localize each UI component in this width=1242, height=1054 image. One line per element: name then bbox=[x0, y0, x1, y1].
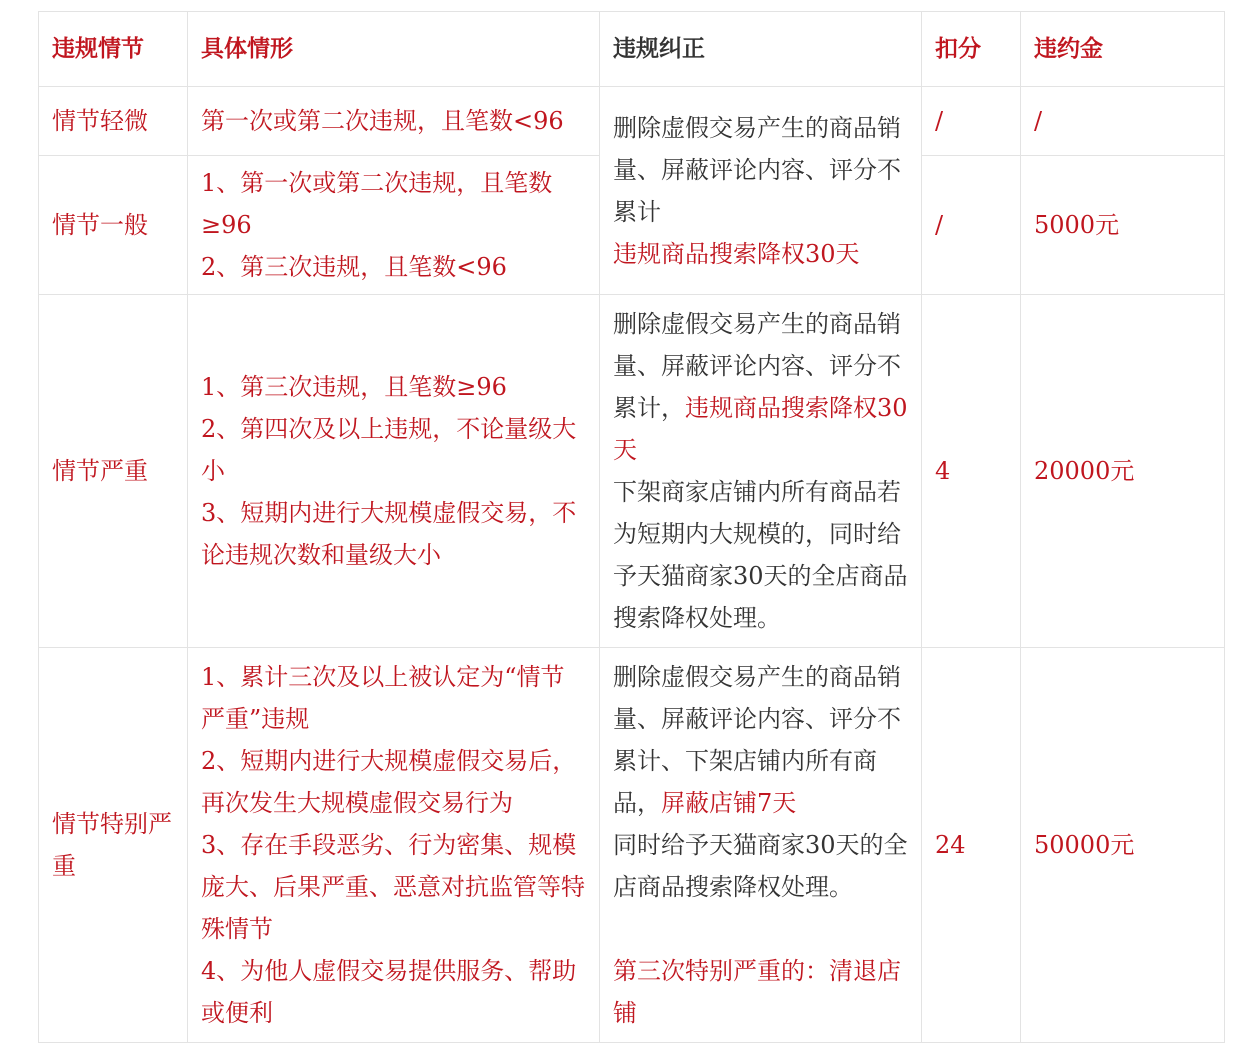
correction-penalty-text: 第三次特别严重的：清退店铺 bbox=[613, 957, 901, 1027]
situation-line: 1、第一次或第二次违规，且笔数≥96 bbox=[201, 169, 553, 239]
correction-text: 删除虚假交易产生的商品销量、屏蔽评论内容、评分不累计， bbox=[613, 310, 901, 422]
penalty-cell: / bbox=[1021, 87, 1225, 156]
situation-line: 3、存在手段恶劣、行为密集、规模庞大、后果严重、恶意对抗监管等特殊情节 bbox=[201, 831, 585, 943]
situation-cell bbox=[188, 87, 600, 156]
situation-line: 第一次或第二次违规，且笔数<96 bbox=[201, 107, 564, 135]
header-situation: 具体情形 bbox=[188, 12, 600, 87]
correction-penalty-text: 屏蔽店铺7天 bbox=[661, 789, 797, 817]
severity-cell: 情节一般 bbox=[39, 156, 188, 295]
situation-line: 1、累计三次及以上被认定为“情节严重”违规 bbox=[201, 663, 565, 733]
correction-penalty-text: 违规商品搜索降权30天 bbox=[613, 394, 908, 464]
points-cell: 24 bbox=[922, 648, 1021, 1043]
points-cell: 4 bbox=[922, 295, 1021, 648]
spacer bbox=[613, 908, 909, 950]
severity-cell: 情节轻微 bbox=[39, 87, 188, 156]
header-severity: 违规情节 bbox=[39, 12, 188, 87]
points-cell: / bbox=[922, 87, 1021, 156]
correction-cell bbox=[600, 295, 922, 648]
table-row bbox=[39, 648, 1225, 1043]
situation-cell bbox=[188, 295, 600, 648]
correction-text: 删除虚假交易产生的商品销量、屏蔽评论内容、评分不累计 bbox=[613, 113, 901, 226]
header-correction: 违规纠正 bbox=[600, 12, 922, 87]
header-row bbox=[39, 12, 1225, 87]
situation-cell bbox=[188, 648, 600, 1043]
situation-line: 4、为他人虚假交易提供服务、帮助或便利 bbox=[201, 957, 577, 1027]
correction-penalty-text: 违规商品搜索降权30天 bbox=[613, 239, 860, 268]
correction-text: 下架商家店铺内所有商品若为短期内大规模的，同时给予天猫商家30天的全店商品搜索降权处理。 bbox=[613, 478, 908, 632]
correction-text: 同时给予天猫商家30天的全店商品搜索降权处理。 bbox=[613, 831, 908, 901]
table-container bbox=[38, 11, 1225, 1043]
situation-line: 2、短期内进行大规模虚假交易后，再次发生大规模虚假交易行为 bbox=[201, 747, 577, 817]
penalty-cell: 20000元 bbox=[1021, 295, 1225, 648]
header-points: 扣分 bbox=[922, 12, 1021, 87]
table-row bbox=[39, 295, 1225, 648]
situation-line: 1、第三次违规，且笔数≥96 bbox=[201, 373, 507, 401]
penalty-cell: 50000元 bbox=[1021, 648, 1225, 1043]
severity-cell: 情节特别严重 bbox=[39, 648, 188, 1043]
penalty-cell: 5000元 bbox=[1021, 156, 1225, 295]
situation-cell bbox=[188, 156, 600, 295]
severity-cell: 情节严重 bbox=[39, 295, 188, 648]
correction-cell bbox=[600, 648, 922, 1043]
correction-cell bbox=[600, 87, 922, 295]
correction-text: 删除虚假交易产生的商品销量、屏蔽评论内容、评分不累计、下架店铺内所有商品， bbox=[613, 663, 901, 817]
violation-rules-table bbox=[38, 11, 1225, 1043]
points-cell: / bbox=[922, 156, 1021, 295]
situation-line: 2、第三次违规，且笔数<96 bbox=[201, 253, 507, 281]
situation-line: 2、第四次及以上违规，不论量级大小 bbox=[201, 415, 577, 485]
table-row bbox=[39, 87, 1225, 156]
header-penalty: 违约金 bbox=[1021, 12, 1225, 87]
situation-line: 3、短期内进行大规模虚假交易，不论违规次数和量级大小 bbox=[201, 499, 577, 569]
